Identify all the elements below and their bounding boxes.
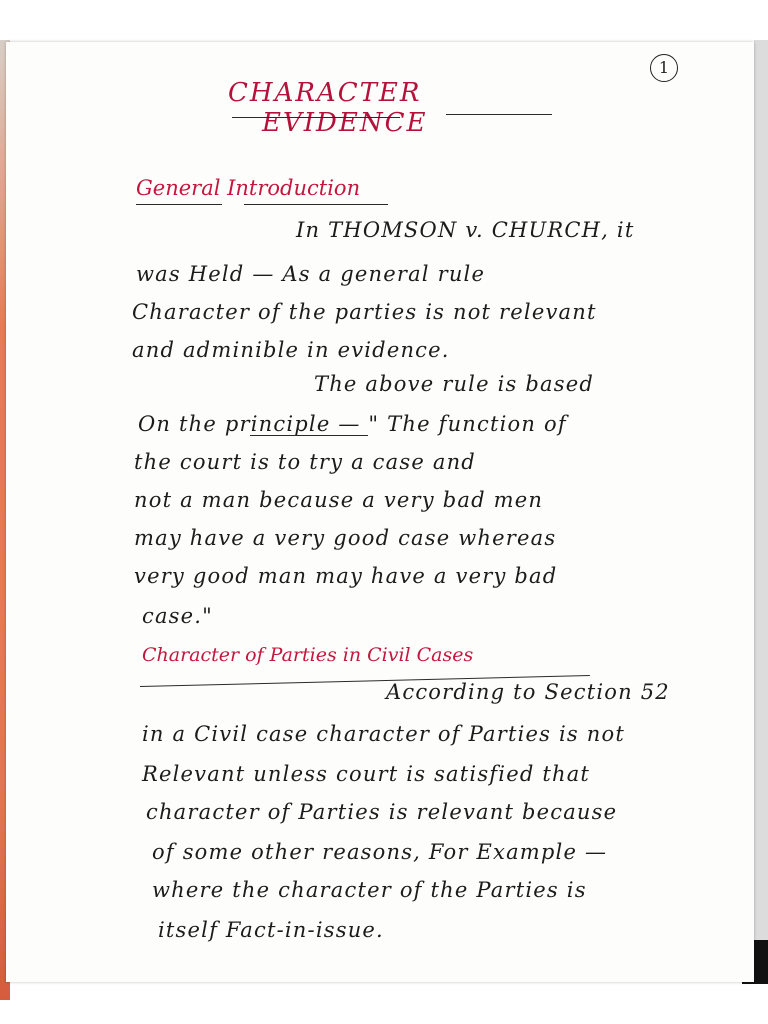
text-line: The above rule is based [314, 372, 594, 396]
text-line: Character of the parties is not relevant [132, 300, 597, 324]
text-line: According to Section 52 [386, 680, 670, 704]
text-line: and adminible in evidence. [132, 338, 450, 362]
text-line: in a Civil case character of Parties is not [142, 722, 625, 746]
title-underline-1 [232, 117, 400, 118]
text-line: of some other reasons, For Example — [152, 840, 608, 864]
title-word-2: EVIDENCE [262, 108, 428, 138]
text-line: itself Fact-in-issue. [158, 918, 384, 942]
text-line: where the character of the Parties is [152, 878, 587, 902]
text-line: case." [142, 604, 214, 628]
section-heading-general-introduction: General Introduction [136, 176, 361, 200]
heading-underline [136, 204, 222, 205]
text-line: the court is to try a case and [134, 450, 476, 474]
title-underline-2 [446, 114, 552, 115]
text-line: character of Parties is relevant because [146, 800, 618, 824]
page-title [228, 78, 568, 138]
principle-underline [250, 435, 368, 436]
text-line: not a man because a very bad men [134, 488, 544, 512]
heading-underline [244, 204, 388, 205]
page-number: 1 [650, 54, 678, 82]
text-line: very good man may have a very bad [134, 564, 558, 588]
text-line: was Held — As a general rule [136, 262, 486, 286]
title-word-1: CHARACTER [228, 78, 422, 108]
text-line: In THOMSON v. CHURCH, it [296, 218, 635, 242]
text-line: On the principle — " The function of [138, 412, 567, 436]
desk-background-right [754, 40, 768, 980]
section-heading-character-of-parties: Character of Parties in Civil Cases [142, 644, 474, 666]
text-line: may have a very good case whereas [134, 526, 557, 550]
text-line: Relevant unless court is satisfied that [142, 762, 591, 786]
